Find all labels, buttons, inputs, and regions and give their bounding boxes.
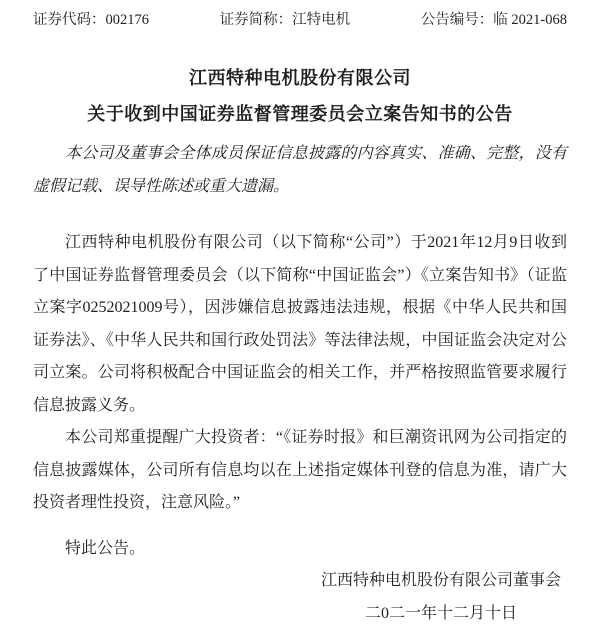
body-paragraph-1: 江西特种电机股份有限公司（以下简称“公司”）于2021年12月9日收到了中国证券监督管理委员会（以下简称“中国证监会”）《立案告知书》（证监立案字0252021009号），因涉嫌信息披露违法违规，根据《中华人民共和国证券法》、《中华人民共和国行政处罚法》等法律法规，中国证监会决定对公司立案。公司将积极配合中国证监会的相关工作，并严格按照监管要求履行信息披露义务。: [33, 227, 567, 422]
signature-block: [321, 565, 561, 630]
disclaimer-paragraph: 本公司及董事会全体成员保证信息披露的内容真实、准确、完整，没有虚假记载、误导性陈述或重大遗漏。: [33, 138, 567, 203]
stock-code: 证券代码：002176: [33, 10, 149, 30]
signature-company: 江西特种电机股份有限公司董事会: [321, 565, 561, 598]
stock-name: 证券简称：江特电机: [220, 10, 351, 30]
announcement-number: 公告编号：临 2021-068: [421, 10, 567, 30]
body-paragraph-2: 本公司郑重提醒广大投资者：“《证券时报》和巨潮资讯网为公司指定的信息披露媒体，公司所有信息均以在上述指定媒体刊登的信息为准，请广大投资者理性投资，注意风险。”: [33, 422, 567, 520]
company-title: 江西特种电机股份有限公司: [33, 68, 567, 89]
announcement-title: 关于收到中国证券监督管理委员会立案告知书的公告: [33, 104, 567, 125]
signature-date: 二0二一年十二月十日: [321, 598, 561, 630]
closing-statement: 特此公告。: [33, 533, 567, 566]
document-header: [33, 10, 567, 30]
